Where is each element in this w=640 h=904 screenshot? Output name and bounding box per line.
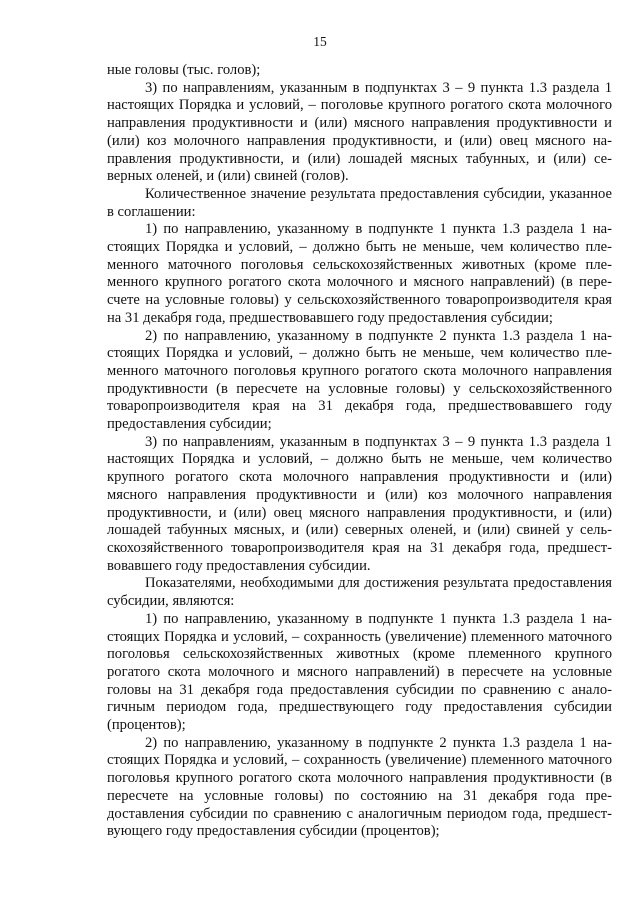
- paragraph-indicator-item-1: 1) по направлению, указанному в подпункте 1 пункта 1.3 раздела 1 настоящих Порядка и условий, – сохранность (увеличение) племенного маточного поголовья сельскохозяйственных животных (кроме племенного крупного рогатого скота молочного и мясного направлений) в пересчете на условные головы на 31 декабря года предоставления субсидии по сравнению с аналогичным периодом года, предшествующего году предоставления субсидии (процентов);: [107, 610, 612, 734]
- paragraph-result-value-intro: Количественное значение результата предоставления субсидии, указанное в соглашении:: [107, 185, 612, 220]
- paragraph-result-item-2: 2) по направлению, указанному в подпункте 2 пункта 1.3 раздела 1 настоящих Порядка и условий, – должно быть не меньше, чем количество племенного маточного поголовья крупного рогатого скота молочного направления продуктивности (в пересчете на условные головы) у сельскохозяйственного товаропроизводителя края на 31 декабря года, предшествовавшего году предоставления субсидии;: [107, 327, 612, 433]
- paragraph-result-item-3: 3) по направлениям, указанным в подпунктах 3 – 9 пункта 1.3 раздела 1 настоящих Порядка и условий, – должно быть не меньше, чем количество крупного рогатого скота молочного направления продуктивности и (или) мясного направления продуктивности и (или) коз молочного направления продуктивности, и (или) овец мясного направления продуктивности, и (или) лошадей табунных мясных, и (или) северных оленей, и (или) свиней у сельскохозяйственного товаропроизводителя края на 31 декабря года, предшествовавшего году предоставления субсидии.: [107, 433, 612, 574]
- page-number: 15: [313, 34, 327, 49]
- paragraph-indicators-intro: Показателями, необходимыми для достижения результата предоставления субсидии, являются:: [107, 575, 612, 610]
- paragraph-result-item-1: 1) по направлению, указанному в подпункте 1 пункта 1.3 раздела 1 настоящих Порядка и условий, – должно быть не меньше, чем количество племенного маточного поголовья сельскохозяйственных животных (кроме племенного крупного рогатого скота молочного и мясного направлений) (в пересчете на условные головы) у сельскохозяйственного товаропроизводителя края на 31 декабря года, предшествовавшего году предоставления субсидии;: [107, 221, 612, 326]
- document-body: [107, 62, 612, 841]
- paragraph-indicator-item-2: 2) по направлению, указанному в подпункте 2 пункта 1.3 раздела 1 настоящих Порядка и условий, – сохранность (увеличение) племенного маточного поголовья крупного рогатого скота молочного направления продуктивности (в пересчете на условные головы) по состоянию на 31 декабря года предоставления субсидии по сравнению с аналогичным периодом года, предшествующего году предоставления субсидии (процентов);: [107, 734, 612, 840]
- paragraph-item-3-livestock: 3) по направлениям, указанным в подпунктах 3 – 9 пункта 1.3 раздела 1 настоящих Порядка и условий, – поголовье крупного рогатого скота молочного направления продуктивности и (или) мясного направления продуктивности и (или) коз молочного направления продуктивности, и (или) овец мясного направления продуктивности, и (или) лошадей мясных табунных, и (или) северных оленей, и (или) свиней (голов).: [107, 79, 612, 185]
- paragraph-continuation: ные головы (тыс. голов);: [107, 62, 261, 78]
